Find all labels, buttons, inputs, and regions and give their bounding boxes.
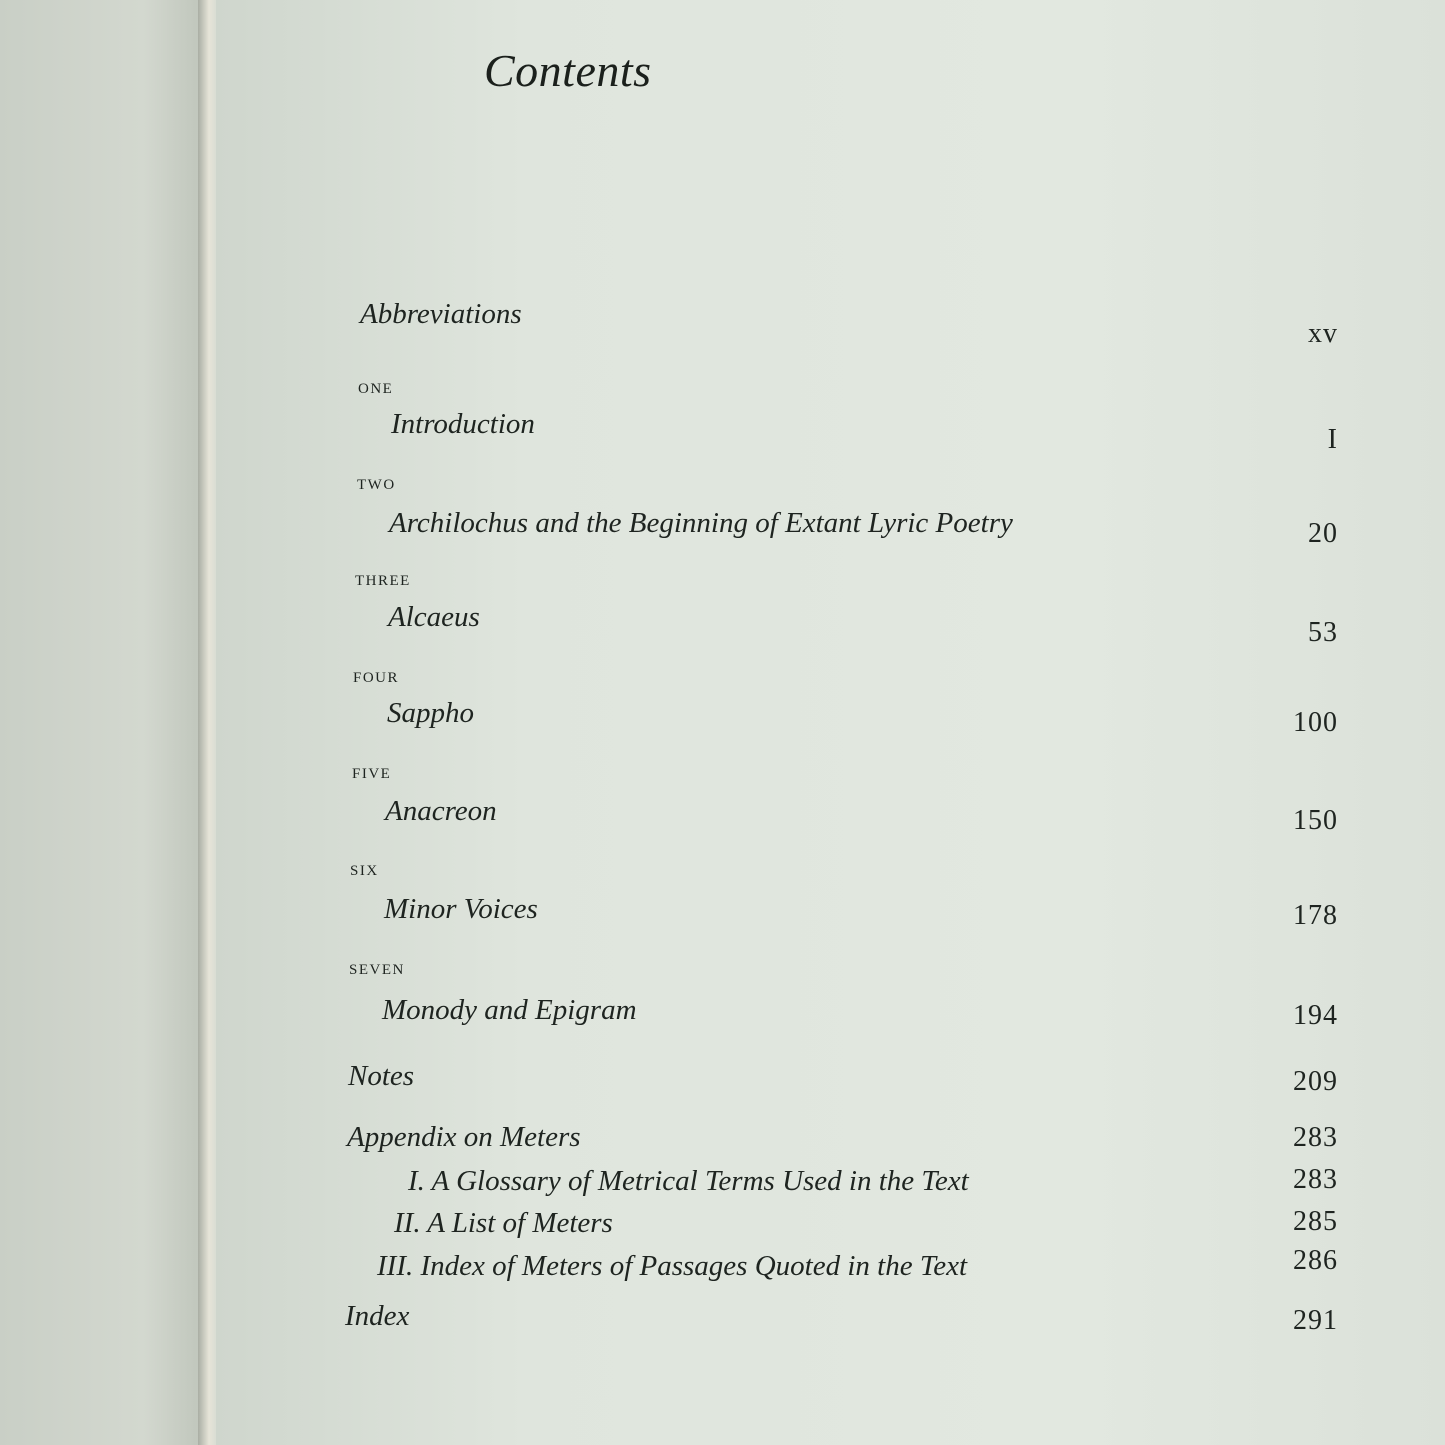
page-number-index: 291: [1293, 1305, 1338, 1336]
toc-entry-sappho: Sappho: [387, 697, 474, 729]
page-number-glossary: 283: [1293, 1164, 1338, 1195]
toc-entry-glossary: I. A Glossary of Metrical Terms Used in the Text: [408, 1165, 969, 1197]
page-number-alcaeus: 53: [1308, 617, 1338, 648]
page-number-anacreon: 150: [1293, 805, 1338, 836]
toc-entry-archilochus: Archilochus and the Beginning of Extant Lyric Poetry: [389, 507, 1013, 539]
book-gutter: [198, 0, 218, 1445]
page-number-abbreviations: xv: [1308, 318, 1338, 349]
page-number-index-of-meters: 286: [1293, 1245, 1338, 1276]
toc-entry-list-of-meters: II. A List of Meters: [394, 1207, 613, 1239]
toc-entry-minor-voices: Minor Voices: [384, 893, 538, 925]
page-number-minor-voices: 178: [1293, 900, 1338, 931]
toc-entry-anacreon: Anacreon: [385, 795, 497, 827]
page-number-notes: 209: [1293, 1066, 1338, 1097]
page-number-appendix: 283: [1293, 1122, 1338, 1153]
page-number-list-of-meters: 285: [1293, 1206, 1338, 1237]
chapter-number-one: one: [358, 374, 394, 398]
toc-entry-alcaeus: Alcaeus: [388, 601, 480, 633]
page-number-archilochus: 20: [1308, 518, 1338, 549]
page-number-introduction: I: [1327, 424, 1338, 455]
toc-entry-index-of-meters: III. Index of Meters of Passages Quoted in the Text: [377, 1250, 968, 1282]
chapter-number-three: three: [355, 566, 411, 590]
toc-entry-introduction: Introduction: [391, 408, 535, 440]
left-page: [0, 0, 205, 1445]
chapter-number-two: two: [357, 470, 396, 494]
toc-entry-notes: Notes: [348, 1060, 415, 1092]
toc-entry-appendix: Appendix on Meters: [347, 1121, 581, 1153]
chapter-number-four: four: [353, 663, 400, 687]
toc-entry-monody-epigram: Monody and Epigram: [382, 994, 637, 1026]
page-number-sappho: 100: [1293, 707, 1338, 738]
chapter-number-six: six: [350, 856, 379, 880]
chapter-number-five: five: [352, 759, 392, 783]
page-title: Contents: [484, 45, 652, 96]
toc-entry-index: Index: [345, 1300, 410, 1332]
toc-entry-abbreviations: Abbreviations: [360, 298, 522, 330]
page-number-monody-epigram: 194: [1293, 1000, 1338, 1031]
chapter-number-seven: seven: [349, 955, 405, 979]
